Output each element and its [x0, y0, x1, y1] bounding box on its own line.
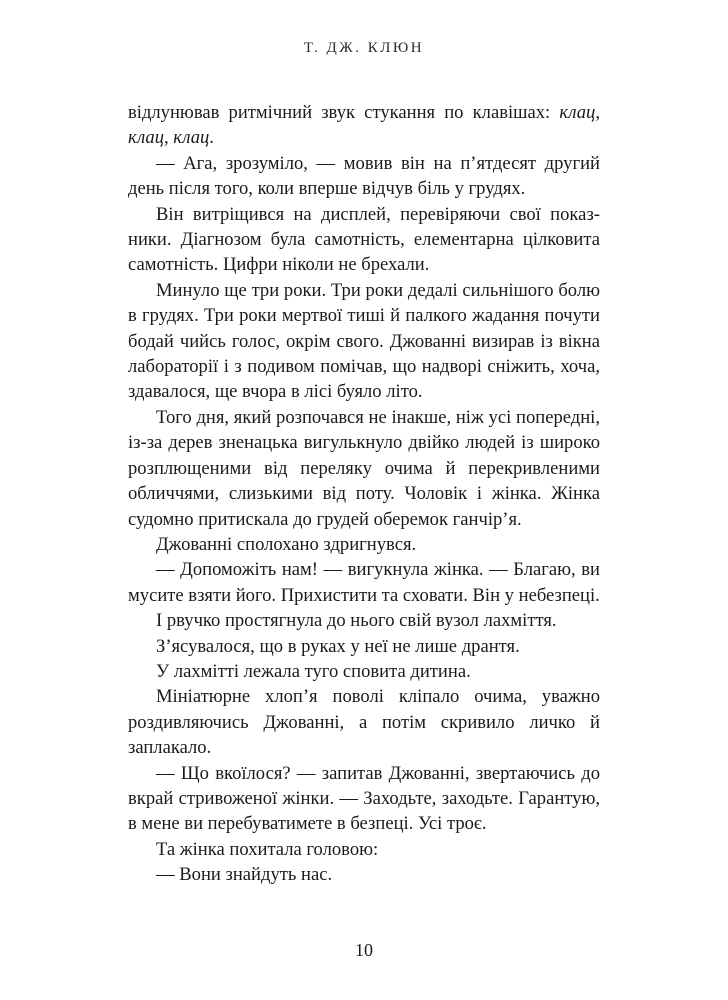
paragraph: З’ясувалося, що в руках у неї не лише дрантя. — [156, 635, 520, 657]
paragraph: У лахмітті лежала туго сповита дитина. — [156, 660, 471, 682]
paragraph: Він витріщився на дисплей, перевіряючи свої показники. Діагнозом була самотність, елементарна цілковита самотність. Цифри ніколи не брехали. — [128, 203, 600, 276]
paragraph: Минуло ще три роки. Три роки дедалі сильнішого болю в грудях. Три роки мертвої тиші й палкого жадання почути бодай чийсь голос, окрім свого. Джованні визирав із вікна лабораторії і з подивом помічав, що надворі сніжить, хоча, здавалося, ще вчора в лісі буяло літо. — [128, 279, 600, 403]
paragraph — [128, 100, 600, 151]
running-title: Т. ДЖ. КЛЮН — [303, 40, 425, 56]
body-text — [128, 100, 600, 888]
italic-onomatopoeia: клац, клац, клац — [128, 102, 600, 149]
paragraph: — Ага, зрозуміло, — мовив він на п’ятдесят другий день після того, коли вперше відчув біль у грудях. — [128, 152, 600, 200]
page-number: 10 — [355, 940, 373, 960]
paragraph: — Допоможіть нам! — вигукнула жінка. — Благаю, ви мусите взяти його. Прихистити та сховати. Він у небезпеці. — [128, 559, 600, 606]
paragraph: Та жінка похитала головою: — [156, 838, 379, 860]
paragraph: І рвучко простягнула до нього свій вузол лахміття. — [156, 610, 557, 632]
paragraph: — Що вкоїлося? — запитав Джованні, звертаючись до вкрай стривоженої жінки. — Заходьте, заходьте. Гарантую, в мене ви перебуватимете в безпеці. Усі троє. — [128, 762, 600, 835]
paragraph: — Вони знайдуть нас. — [156, 864, 333, 886]
paragraph: Джованні сполохано здригнувся. — [156, 533, 417, 555]
paragraph-text: відлунював ритмічний звук стукання по клавішах: — [128, 102, 560, 123]
paragraph: Мініатюрне хлоп’я поволі кліпало очима, уважно роздивляючись Джованні, а потім скривило личко й заплакало. — [128, 686, 600, 759]
paragraph-end: . — [209, 127, 214, 149]
paragraph: Того дня, який розпочався не інакше, ніж усі попередні, із-за дерев зненацька вигулькнуло двійко людей із широко розплющеними від переляку очима й перекривленими обличчями, слизькими від поту. Чоловік і жінка. Жінка судомно притискала до грудей оберемок ганчір’я. — [128, 406, 600, 530]
